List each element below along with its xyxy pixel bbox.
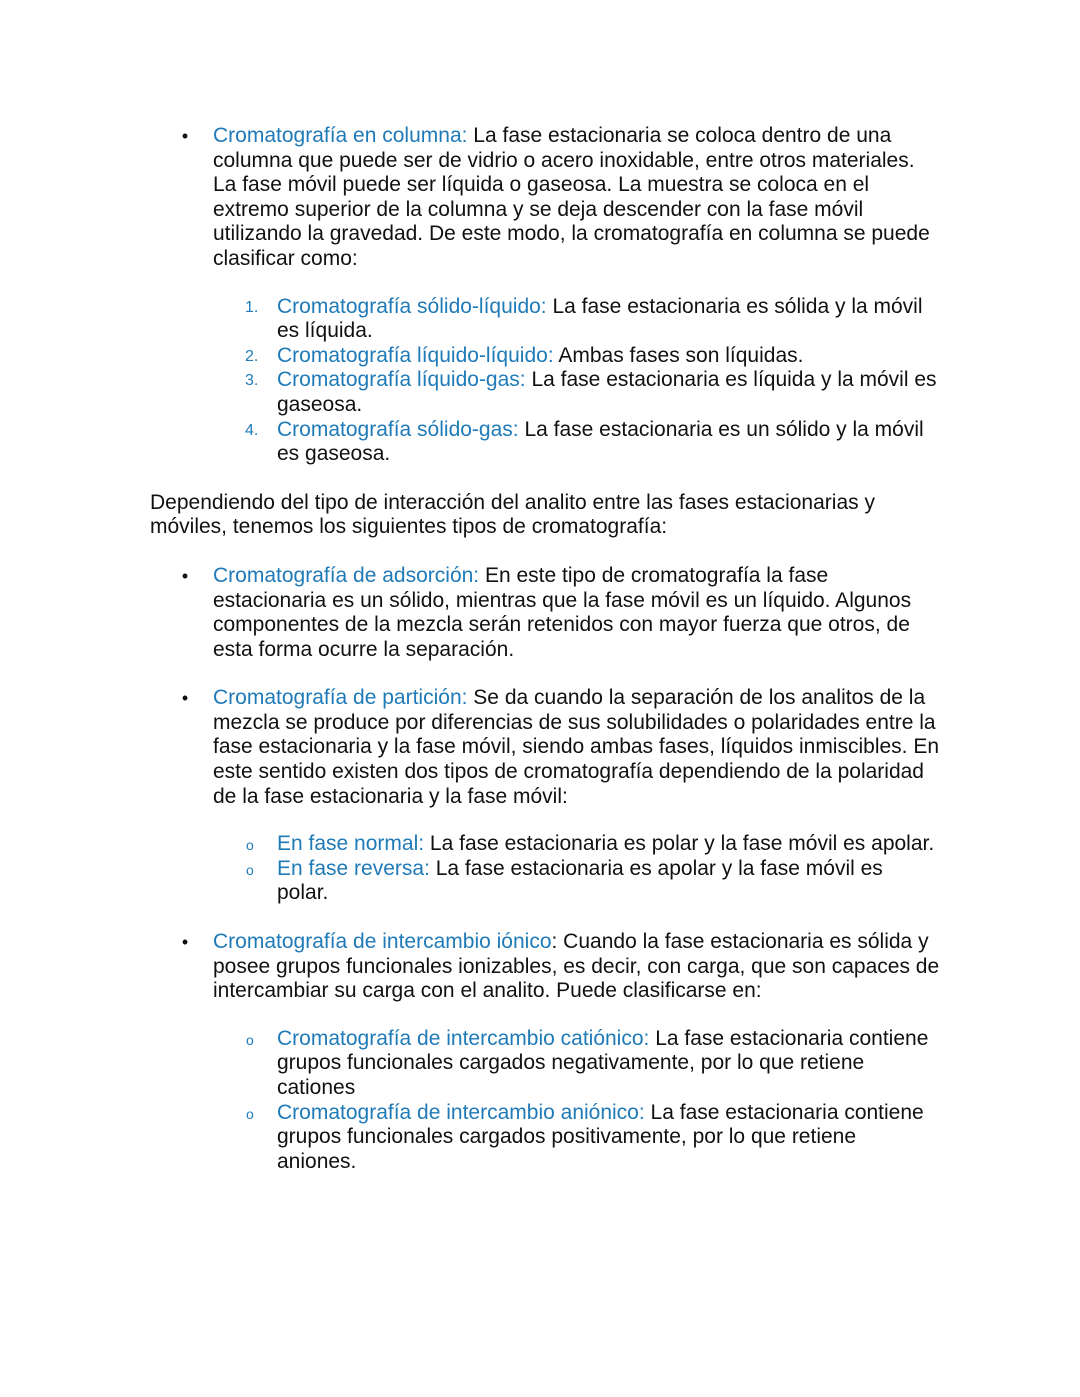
circle-bullet-icon: o bbox=[246, 1105, 254, 1122]
list-item-text: La fase estacionaria contiene grupos funcionales cargados negativamente, por lo que retiene cationes bbox=[277, 1026, 929, 1099]
term-fase-normal: En fase normal: bbox=[277, 832, 425, 856]
bullet-marker: • bbox=[181, 688, 189, 709]
list-item-text: La fase estacionaria contiene grupos funcionales cargados positivamente, por lo que retiene aniones. bbox=[277, 1100, 924, 1173]
text-adsorcion: En este tipo de cromatografía la fase estacionaria es un sólido, mientras que la fase móvil es un líquido. Algunos componentes de la mezcla serán retenidos con mayor fuerza que otros, de esta forma ocurre la separación. bbox=[213, 563, 912, 661]
list-item-text: La fase estacionaria es apolar y la fase móvil es polar. bbox=[277, 856, 883, 905]
list-item bbox=[246, 856, 940, 906]
term-solido-gas: Cromatografía sólido-gas: bbox=[277, 417, 519, 441]
list-number: 4. bbox=[245, 421, 259, 439]
list-item bbox=[246, 1026, 940, 1101]
term-liquido-liquido: Cromatografía líquido-líquido: bbox=[277, 343, 554, 367]
list-item-text: La fase estacionaria es un sólido y la móvil es gaseosa. bbox=[277, 417, 924, 466]
bullet-columna bbox=[150, 124, 940, 272]
intercambio-sub-list bbox=[246, 1026, 940, 1175]
bullet-particion bbox=[150, 686, 940, 809]
bullet-marker: • bbox=[181, 126, 189, 146]
list-item-text: Ambas fases son líquidas. bbox=[553, 343, 804, 367]
text-intercambio: : Cuando la fase estacionaria es sólida y posee grupos funcionales ionizables, es decir, con carga, que son capaces de intercambiar su carga con el analito. Puede clasificarse en: bbox=[213, 930, 940, 1003]
list-item bbox=[246, 1100, 940, 1175]
circle-bullet-icon: o bbox=[246, 837, 254, 854]
bullet-intercambio bbox=[150, 930, 940, 1004]
text-particion: Se da cuando la separación de los analitos de la mezcla se produce por diferencias de sus solubilidades o polaridades entre la fase estacionaria y la fase móvil, siendo ambas fases, líquidos inmiscibles. En este sentido existen dos tipos de cromatografía dependiendo de la polaridad de la fase estacionaria y la fase móvil: bbox=[213, 686, 940, 808]
term-solido-liquido: Cromatografía sólido-líquido: bbox=[277, 294, 547, 318]
term-adsorcion: Cromatografía de adsorción: bbox=[213, 563, 480, 587]
text-columna: La fase estacionaria se coloca dentro de una columna que puede ser de vidrio o acero inoxidable, entre otros materiales. La fase móvil puede ser líquida o gaseosa. La muestra se coloca en el extremo superior de la columna y se deja descender con la fase móvil utilizando la gravedad. De este modo, la cromatografía en columna se puede clasificar como: bbox=[213, 124, 930, 270]
term-particion: Cromatografía de partición: bbox=[213, 686, 468, 710]
list-number: 2. bbox=[245, 347, 259, 365]
intro-paragraph: Dependiendo del tipo de interacción del analito entre las fases estacionarias y móviles, tenemos los siguientes tipos de cromatografía: bbox=[150, 490, 875, 539]
list-item-text: La fase estacionaria es sólida y la móvil es líquida. bbox=[277, 294, 923, 343]
columna-numbered-list bbox=[245, 294, 940, 467]
bullet-adsorcion bbox=[150, 564, 940, 662]
list-item bbox=[245, 294, 940, 344]
term-fase-reversa: En fase reversa: bbox=[277, 856, 430, 880]
document-page bbox=[150, 124, 940, 1174]
term-liquido-gas: Cromatografía líquido-gas: bbox=[277, 368, 526, 392]
bullet-marker: • bbox=[181, 932, 189, 953]
list-item bbox=[245, 368, 940, 417]
list-number: 3. bbox=[245, 372, 259, 390]
circle-bullet-icon: o bbox=[246, 1031, 254, 1048]
term-cationico: Cromatografía de intercambio catiónico: bbox=[277, 1026, 650, 1050]
particion-sub-list bbox=[246, 832, 940, 906]
list-item bbox=[245, 343, 940, 369]
term-columna: Cromatografía en columna: bbox=[213, 124, 468, 147]
list-item bbox=[246, 832, 940, 857]
circle-bullet-icon: o bbox=[246, 861, 254, 878]
list-number: 1. bbox=[245, 298, 259, 316]
list-item bbox=[245, 417, 940, 467]
term-intercambio: Cromatografía de intercambio iónico bbox=[213, 930, 552, 954]
list-item-text: La fase estacionaria es líquida y la móvil es gaseosa. bbox=[277, 368, 937, 416]
list-item-text: La fase estacionaria es polar y la fase móvil es apolar. bbox=[424, 832, 935, 856]
bullet-marker: • bbox=[181, 565, 189, 586]
term-anionico: Cromatografía de intercambio aniónico: bbox=[277, 1100, 645, 1124]
